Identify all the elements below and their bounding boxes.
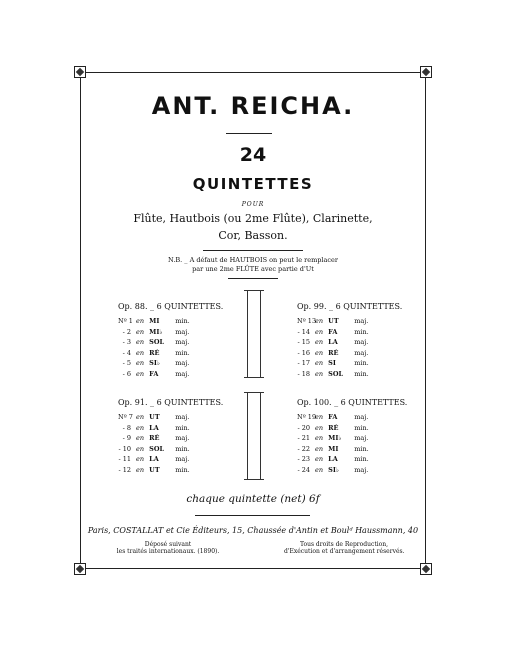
corner-ornament-top-left [74, 66, 86, 78]
divider [195, 515, 310, 516]
opus-heading-100: Op. 100. _ 6 QUINTETTES. [297, 398, 408, 407]
list-item: Nº 19 en FA maj. [297, 413, 369, 421]
list-item: - 4 en RÉ min. [122, 348, 190, 357]
genre-title: QUINTETTES [192, 175, 314, 193]
corner-ornament-bottom-left [74, 563, 86, 575]
footer-right-line-1: Tous droits de Reproduction, [299, 541, 389, 548]
list-item: - 17 en SI min. [297, 359, 369, 367]
center-brace-bottom [247, 392, 261, 480]
opus-list-88 [118, 316, 193, 379]
list-item: - 6 en FA maj. [122, 369, 190, 378]
list-item: - 3 en SOL maj. [122, 338, 190, 346]
opus-heading-99: Op. 99. _ 6 QUINTETTES. [297, 302, 403, 311]
list-item: - 15 en LA maj. [297, 338, 369, 346]
list-item: Nº 1 en MI min. [118, 317, 190, 325]
list-item: Nº 13 en UT maj. [297, 317, 369, 325]
corner-ornament-bottom-right [420, 563, 432, 575]
note-line-2: par une 2me FLÛTE avec partie d'Ut [192, 265, 314, 273]
divider [203, 250, 303, 251]
list-item: - 8 en LA min. [122, 423, 190, 432]
list-item: - 10 en SOL min. [118, 444, 190, 453]
price-line: chaque quintette (net) 6f [186, 493, 320, 505]
opus-heading-91: Op. 91. _ 6 QUINTETTES. [118, 398, 224, 407]
opus-list-91 [118, 412, 193, 475]
list-item: - 5 en SI♭ maj. [122, 359, 190, 367]
center-brace-top [247, 290, 261, 378]
publisher-line: Paris, COSTALLAT et Cie Éditeurs, 15, Chaussée d'Antin et Boulᵈ Haussmann, 40 [87, 526, 419, 535]
note-line-1: N.B. _ A défaut de HAUTBOIS on peut le remplacer [168, 256, 338, 264]
list-item: - 14 en FA min. [297, 327, 369, 336]
composer-name: ANT. REICHA. [151, 92, 355, 120]
list-item: - 16 en RÉ maj. [297, 348, 369, 357]
list-item: - 24 en SI♭ maj. [297, 465, 369, 474]
list-item: - 21 en MI♭ maj. [297, 434, 369, 442]
list-item: Nº 7 en UT maj. [118, 413, 190, 421]
footer-left-line-2: les traités internationaux. (1890). [116, 548, 220, 555]
footer-left-line-1: Déposé suivant [144, 541, 192, 548]
footer-right-line-2: d'Exécution et d'arrangement réservés. [284, 548, 405, 555]
list-item: - 20 en RÉ min. [297, 423, 369, 432]
divider [228, 278, 278, 279]
footer-left [108, 541, 228, 555]
list-item: - 11 en LA maj. [118, 455, 190, 463]
opus-list-100 [297, 412, 372, 475]
footer-right [284, 541, 404, 555]
instrumentation-line-1: Flûte, Hautbois (ou 2me Flûte), Clarinette, [133, 212, 373, 225]
corner-ornament-top-right [420, 66, 432, 78]
list-item: - 22 en MI min. [297, 444, 369, 453]
list-item: - 2 en MI♭ maj. [122, 327, 190, 336]
pour-label: POUR [241, 201, 265, 208]
opus-heading-88: Op. 88. _ 6 QUINTETTES. [118, 302, 224, 311]
opus-list-99 [297, 316, 372, 379]
list-item: - 23 en LA min. [297, 455, 369, 463]
divider [226, 133, 272, 134]
list-item: - 12 en UT min. [118, 465, 190, 474]
instrumentation-line-2: Cor, Basson. [218, 229, 288, 242]
work-count: 24 [239, 144, 267, 166]
list-item: - 18 en SOL min. [297, 369, 369, 378]
list-item: - 9 en RÉ maj. [122, 434, 190, 442]
